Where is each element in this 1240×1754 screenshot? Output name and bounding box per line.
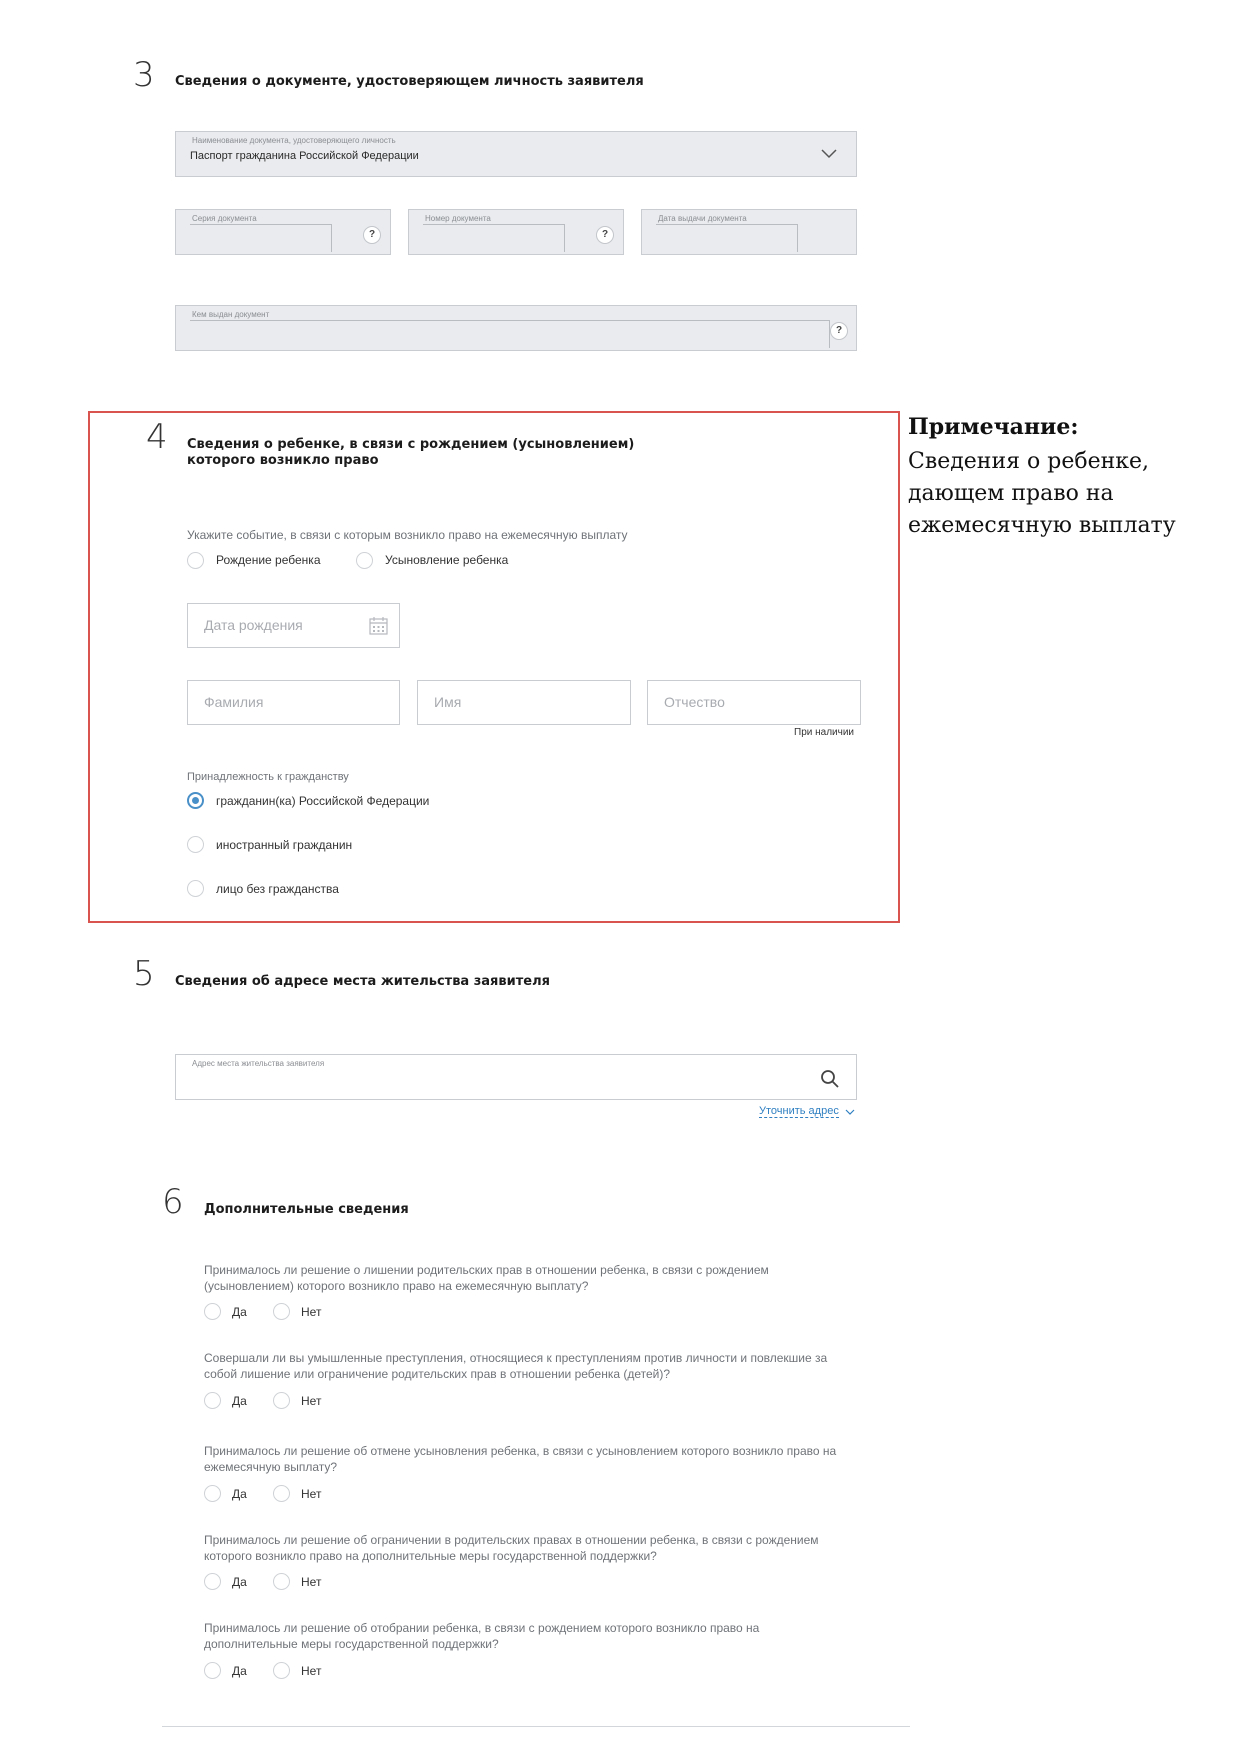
question-4: Принималось ли решение об ограничении в родительских правах в отношении ребенка, в связи с рождением которого возникло право на дополнительные меры государственной поддержки? <box>204 1533 819 1563</box>
radio-adoption-label[interactable]: Усыновление ребенка <box>385 553 509 567</box>
patronymic-placeholder: Отчество <box>664 694 725 710</box>
issued-by-label: Кем выдан документ <box>192 310 270 319</box>
section-3-title: Сведения о документе, удостоверяющем личность заявителя <box>175 74 644 89</box>
q2-no-radio[interactable] <box>273 1392 290 1409</box>
bottom-divider <box>162 1726 910 1727</box>
q5-yes-label[interactable]: Да <box>232 1664 247 1678</box>
q2-yes-radio[interactable] <box>204 1392 221 1409</box>
q1-no-label[interactable]: Нет <box>301 1305 322 1319</box>
document-number-field[interactable] <box>408 209 624 255</box>
help-icon[interactable]: ? <box>596 226 614 244</box>
highlight-frame <box>88 411 900 923</box>
q5-no-label[interactable]: Нет <box>301 1664 322 1678</box>
chevron-down-icon[interactable] <box>820 148 838 160</box>
chevron-down-icon[interactable] <box>845 1109 855 1116</box>
issued-by-input-line <box>190 320 830 348</box>
document-type-value: Паспорт гражданина Российской Федерации <box>190 150 419 162</box>
first-name-input[interactable] <box>417 680 631 725</box>
issued-by-field[interactable] <box>175 305 857 351</box>
q1-no-radio[interactable] <box>273 1303 290 1320</box>
q5-no-radio[interactable] <box>273 1662 290 1679</box>
section-4-number: 4 <box>146 417 168 457</box>
q4-no-label[interactable]: Нет <box>301 1575 322 1589</box>
issue-date-input-line <box>656 224 798 252</box>
document-type-select[interactable] <box>175 131 857 177</box>
radio-citizen-rf-label[interactable]: гражданин(ка) Российской Федерации <box>216 794 430 808</box>
issue-date-label: Дата выдачи документа <box>658 214 747 223</box>
q3-no-radio[interactable] <box>273 1485 290 1502</box>
radio-foreign-citizen-label[interactable]: иностранный гражданин <box>216 838 353 852</box>
section-5-number: 5 <box>133 954 155 994</box>
document-series-label: Серия документа <box>192 214 257 223</box>
q4-no-radio[interactable] <box>273 1573 290 1590</box>
radio-foreign-citizen[interactable] <box>187 836 204 853</box>
section-6-number: 6 <box>162 1182 184 1222</box>
q3-no-label[interactable]: Нет <box>301 1487 322 1501</box>
last-name-placeholder: Фамилия <box>204 694 264 710</box>
q4-yes-label[interactable]: Да <box>232 1575 247 1589</box>
note-title: Примечание: <box>908 414 1079 440</box>
section-6-title: Дополнительные сведения <box>204 1202 409 1217</box>
question-3: Принималось ли решение об отмене усыновления ребенка, в связи с усыновлением которого возникло право на ежемесячную выплату? <box>204 1444 837 1474</box>
help-icon[interactable]: ? <box>363 226 381 244</box>
question-1: Принималось ли решение о лишении родительских прав в отношении ребенка, в связи с рождением (усыновлением) которого возникло право на ежемесячную выплату? <box>204 1263 769 1293</box>
patronymic-hint: При наличии <box>794 727 854 738</box>
q5-yes-radio[interactable] <box>204 1662 221 1679</box>
radio-birth-label[interactable]: Рождение ребенка <box>216 553 321 567</box>
section-4-title-line2: которого возникло право <box>187 453 379 468</box>
last-name-input[interactable] <box>187 680 400 725</box>
q3-yes-radio[interactable] <box>204 1485 221 1502</box>
patronymic-input[interactable] <box>647 680 861 725</box>
address-input[interactable] <box>175 1054 857 1100</box>
document-series-field[interactable] <box>175 209 391 255</box>
question-2: Совершали ли вы умышленные преступления, относящиеся к преступлениям против личности и повлекшие за собой лишение или ограничение родительских прав в отношении ребенка (детей)? <box>204 1351 828 1381</box>
search-icon[interactable] <box>820 1069 840 1089</box>
address-label: Адрес места жительства заявителя <box>192 1059 325 1068</box>
radio-stateless[interactable] <box>187 880 204 897</box>
q1-yes-radio[interactable] <box>204 1303 221 1320</box>
document-number-input-line <box>423 224 565 252</box>
radio-birth[interactable] <box>187 552 204 569</box>
q2-yes-label[interactable]: Да <box>232 1394 247 1408</box>
birth-date-placeholder: Дата рождения <box>204 617 303 633</box>
section-3-number: 3 <box>133 55 155 95</box>
section-4-title-line1: Сведения о ребенке, в связи с рождением (усыновлением) <box>187 437 635 452</box>
note-text: Сведения о ребенке, дающем право на ежемесячную выплату <box>908 449 1176 538</box>
radio-citizen-rf[interactable] <box>187 792 204 809</box>
q4-yes-radio[interactable] <box>204 1573 221 1590</box>
q2-no-label[interactable]: Нет <box>301 1394 322 1408</box>
document-type-label: Наименование документа, удостоверяющего личность <box>192 136 396 145</box>
calendar-icon[interactable] <box>369 617 388 635</box>
citizenship-label: Принадлежность к гражданству <box>187 771 349 783</box>
birth-date-input[interactable] <box>187 603 400 648</box>
radio-adoption[interactable] <box>356 552 373 569</box>
refine-address-link[interactable]: Уточнить адрес <box>759 1105 839 1117</box>
document-series-input-line <box>190 224 332 252</box>
issue-date-field[interactable] <box>641 209 857 255</box>
radio-stateless-label[interactable]: лицо без гражданства <box>216 882 339 896</box>
q3-yes-label[interactable]: Да <box>232 1487 247 1501</box>
help-icon[interactable]: ? <box>830 322 848 340</box>
section-5-title: Сведения об адресе места жительства заявителя <box>175 974 550 989</box>
question-5: Принималось ли решение об отобрании ребенка, в связи с рождением которого возникло право на дополнительные меры государственной поддержки? <box>204 1621 760 1651</box>
first-name-placeholder: Имя <box>434 694 462 710</box>
document-number-label: Номер документа <box>425 214 491 223</box>
event-prompt: Укажите событие, в связи с которым возникло право на ежемесячную выплату <box>187 528 628 542</box>
q1-yes-label[interactable]: Да <box>232 1305 247 1319</box>
